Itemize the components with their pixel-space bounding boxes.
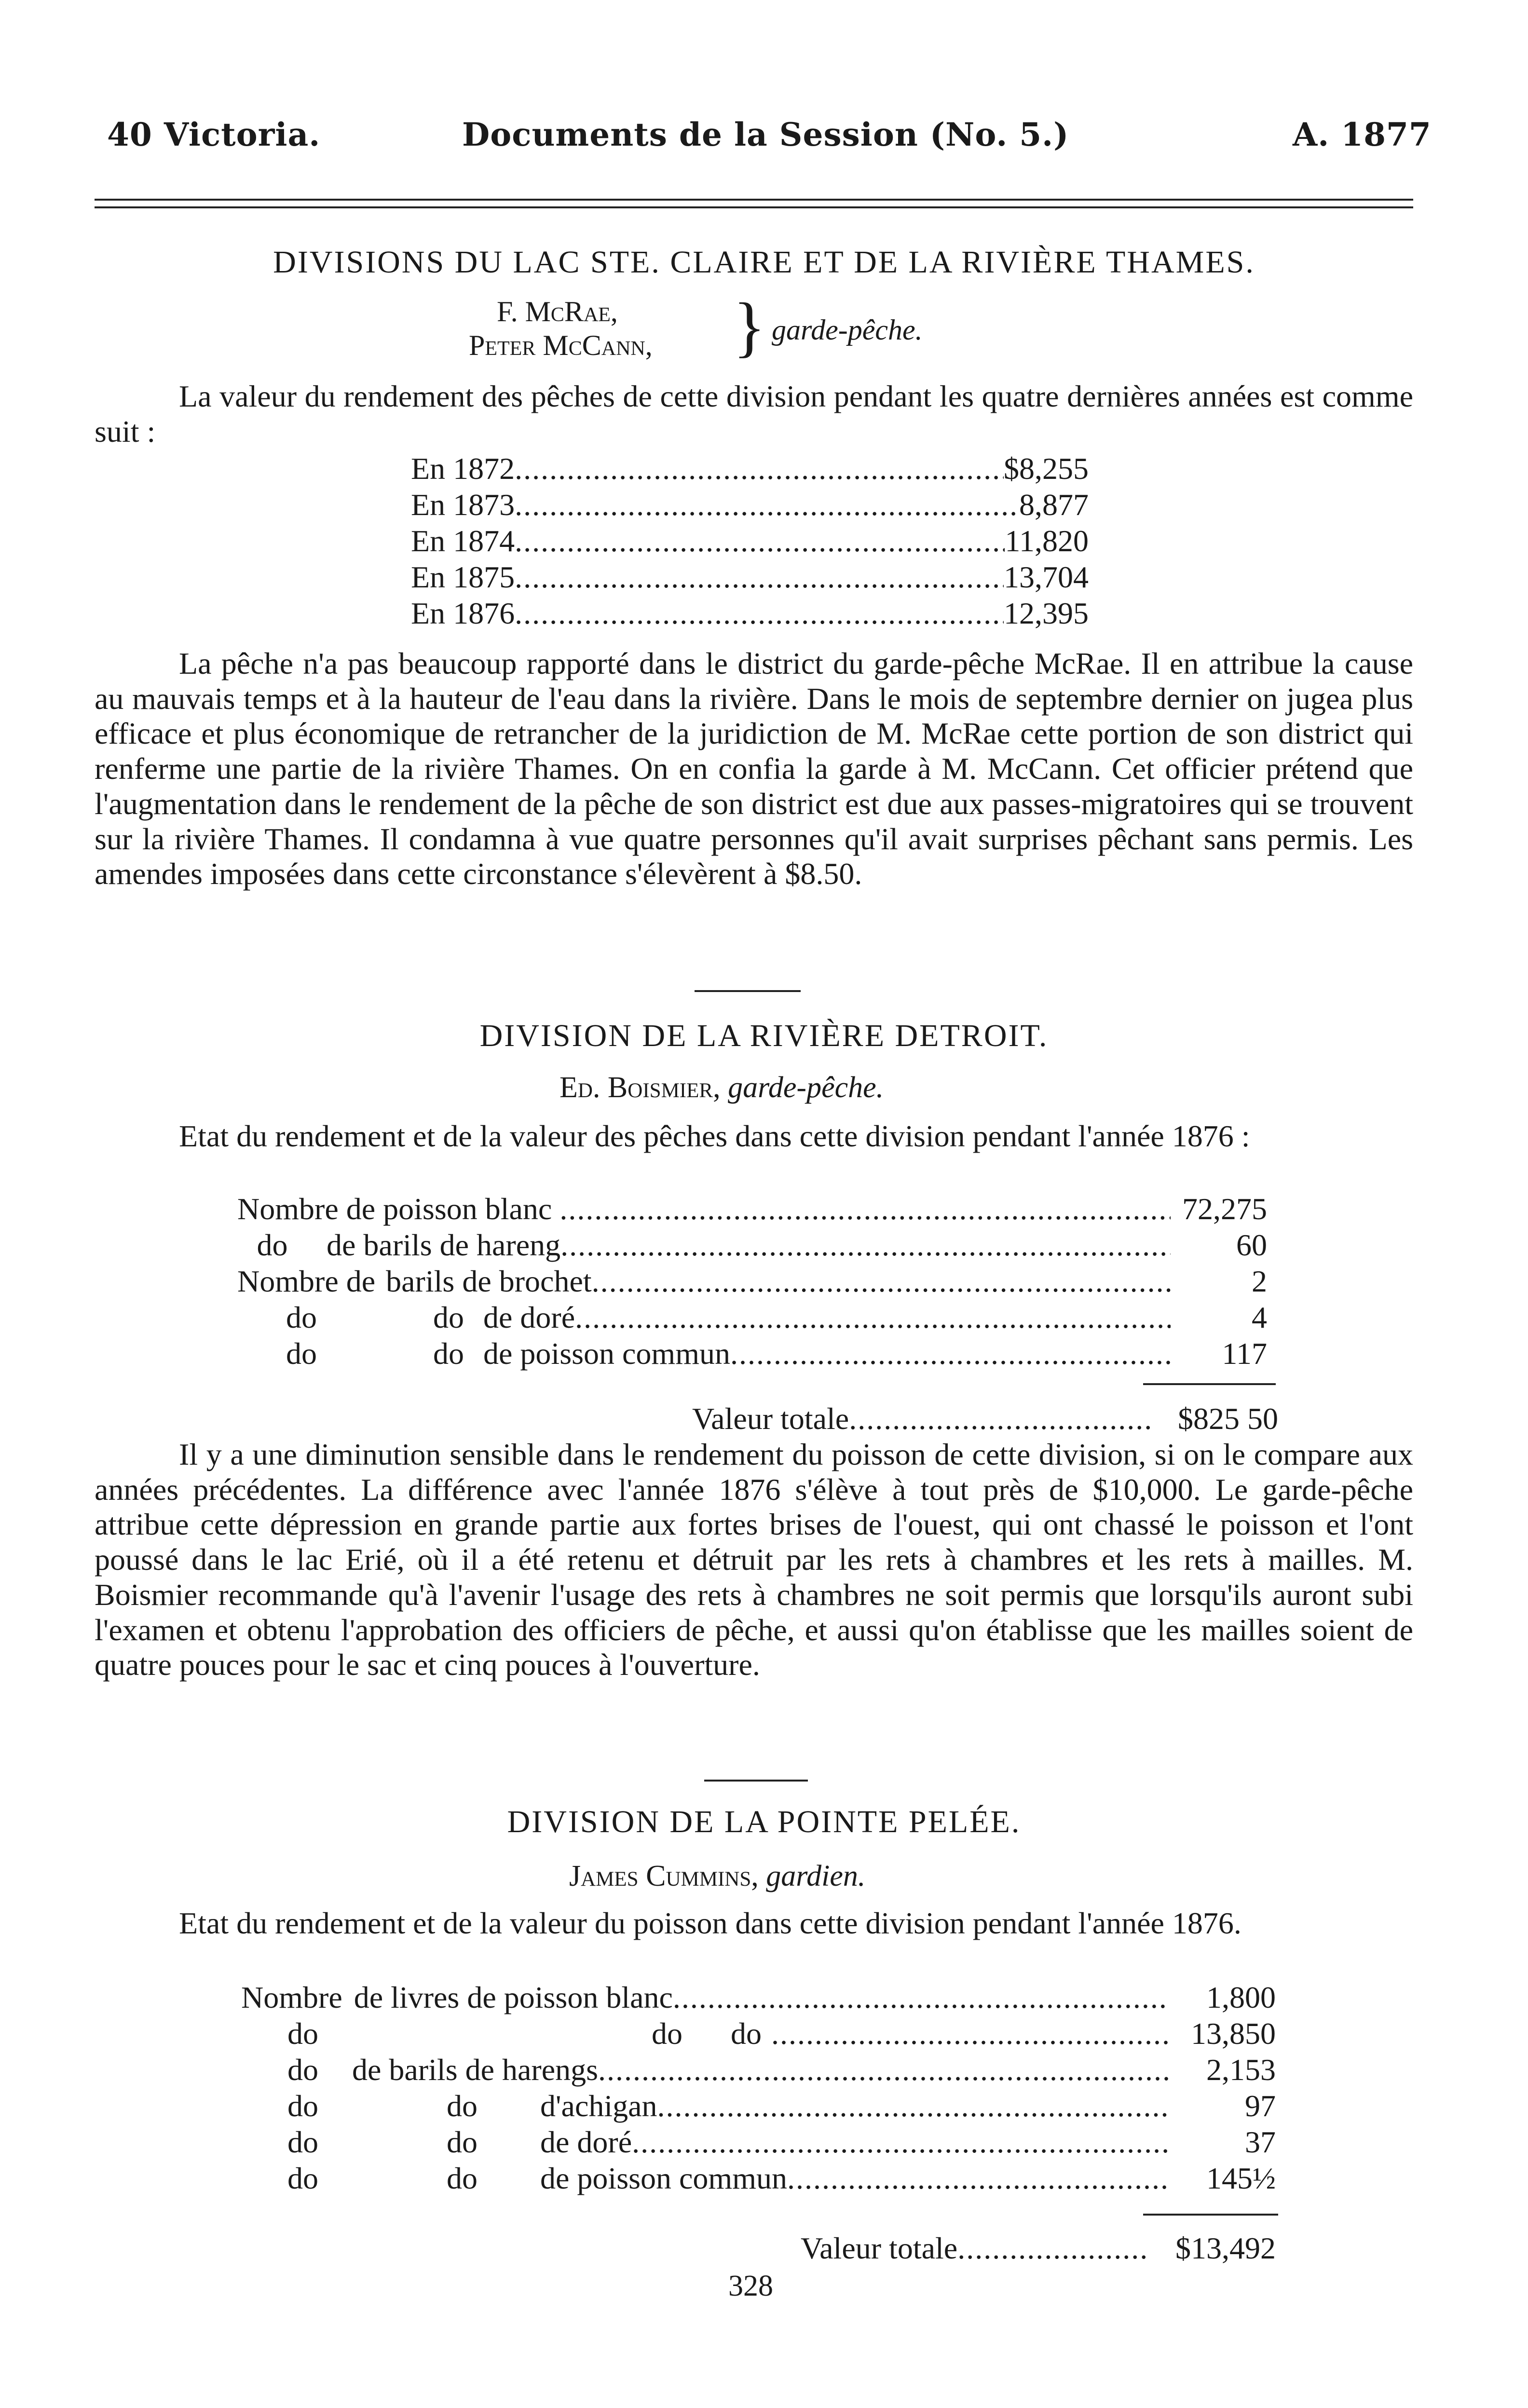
row-value: $8,255	[1004, 451, 1089, 486]
header-left: 40 Victoria.	[107, 116, 321, 153]
row-value: 1,800	[1206, 1980, 1276, 2014]
row-value: 13,704	[1004, 560, 1089, 594]
row-label: do	[286, 1336, 317, 1371]
section2-row	[237, 1191, 1267, 1227]
row-label: Nombre de	[237, 1264, 376, 1298]
total-value: $825 50	[1178, 1401, 1278, 1436]
row-label: En 1872	[411, 451, 515, 486]
section2-row	[237, 1336, 1267, 1372]
row-label: En 1876	[411, 596, 515, 630]
section1-role: garde-pêche.	[772, 314, 923, 346]
section3-row	[241, 2161, 1276, 2196]
section2-name: Ed. Boismier,	[559, 1071, 721, 1104]
row-label: do	[257, 1228, 288, 1262]
section1-brace: }	[733, 289, 766, 364]
row-value: 13,850	[1191, 2016, 1276, 2051]
row-value: 11,820	[1005, 524, 1089, 558]
section1-intro-text: La valeur du rendement des pêches de cette division pendant les quatre dernières années est comme suit :	[95, 379, 1413, 449]
header-rule-bottom	[95, 206, 1413, 208]
section1-row	[411, 523, 1089, 559]
row-label: do	[731, 2016, 762, 2051]
row-label: En 1873	[411, 488, 515, 522]
section1-row	[411, 487, 1089, 523]
section2-row	[237, 1300, 1267, 1335]
row-label: do	[286, 1300, 317, 1334]
section2-row	[237, 1264, 1267, 1299]
header-center: Documents de la Session (No. 5.)	[462, 116, 1069, 153]
row-label: do	[287, 2089, 318, 2123]
section3-total	[801, 2231, 1276, 2266]
row-label: do	[433, 1336, 464, 1371]
section3-title: DIVISION DE LA POINTE PELÉE.	[507, 1804, 1021, 1839]
row-label: de poisson commun	[483, 1336, 730, 1371]
row-label: de doré	[540, 2125, 632, 2159]
row-value: 72,275	[1182, 1192, 1267, 1226]
row-value: 4	[1252, 1300, 1267, 1334]
row-label: En 1874	[411, 524, 515, 558]
section3-row	[241, 2124, 1276, 2160]
total-label: Valeur totale	[692, 1401, 849, 1436]
section3-role: gardien.	[766, 1860, 866, 1892]
row-label: En 1875	[411, 560, 515, 594]
row-label: do	[652, 2016, 682, 2051]
row-label: do	[433, 1300, 464, 1334]
row-label: do	[287, 2125, 318, 2159]
section1-intro	[95, 379, 1413, 449]
section3-byline	[569, 1859, 865, 1893]
row-label: do	[447, 2125, 478, 2159]
row-label: de doré	[483, 1300, 575, 1334]
header-right: A. 1877	[1293, 116, 1432, 153]
section3-intro	[95, 1906, 1413, 1941]
section2-intro	[95, 1119, 1413, 1154]
section2-byline	[559, 1071, 884, 1105]
section1-title: DIVISIONS DU LAC STE. CLAIRE ET DE LA RIVIÈRE THAMES.	[273, 245, 1255, 280]
section1-row	[411, 559, 1089, 595]
row-label: de livres de poisson blanc	[354, 1980, 673, 2014]
row-value: 37	[1245, 2125, 1276, 2159]
section3-row	[241, 1980, 1276, 2015]
header-rule-top	[95, 199, 1413, 201]
section2-paragraph	[95, 1437, 1413, 1683]
section-divider	[704, 1780, 808, 1782]
row-label: de barils de hareng	[327, 1228, 561, 1262]
section2-total	[692, 1401, 1278, 1437]
section2-row	[237, 1227, 1267, 1263]
section3-name: James Cummins,	[569, 1860, 759, 1892]
row-label: barils de brochet	[386, 1264, 592, 1298]
section1-paragraph-text: La pêche n'a pas beaucoup rapporté dans le district du garde-pêche McRae. Il en attribue la cause au mauvais temps et à la hauteur de l'eau dans la rivière. Dans le mois de septembre dernier on jugea plus efficace et plus économique de retrancher de la juridiction de M. McRae cette portion de son district qui renferme une partie de la rivière Thames. On en confia la garde à M. McCann. Cet officier prétend que l'augmentation dans le rendement de la pêche de son district est due aux passes-migratoires qui se trouvent sur la rivière Thames. Il condamna à vue quatre personnes qu'il avait surprises pêchant sans permis. Les amendes imposées dans cette circonstance s'élevèrent à $8.50.	[95, 646, 1413, 891]
row-label: do	[287, 2016, 318, 2051]
row-value: 2,153	[1206, 2053, 1276, 2087]
row-label: do	[287, 2053, 318, 2087]
section2-title: DIVISION DE LA RIVIÈRE DETROIT.	[479, 1018, 1049, 1053]
section1-paragraph	[95, 646, 1413, 892]
row-value: 8,877	[1019, 488, 1089, 522]
row-label: Nombre de poisson blanc	[237, 1192, 552, 1226]
total-rule	[1143, 1383, 1276, 1385]
row-value: 12,395	[1004, 596, 1089, 630]
page-number: 328	[728, 2270, 773, 2302]
section3-row	[241, 2052, 1276, 2088]
row-value: 117	[1222, 1336, 1267, 1371]
row-label: de poisson commun	[540, 2161, 787, 2195]
row-label: do	[447, 2161, 478, 2195]
row-value: 2	[1252, 1264, 1267, 1298]
total-rule	[1143, 2214, 1278, 2216]
row-value: 60	[1236, 1228, 1267, 1262]
row-label: de barils de harengs	[352, 2053, 599, 2087]
row-label: d'achigan	[540, 2089, 657, 2123]
section1-row	[411, 451, 1089, 487]
row-label: do	[447, 2089, 478, 2123]
section1-name-2: Peter McCann,	[469, 329, 653, 361]
section3-intro-text: Etat du rendement et de la valeur du poisson dans cette division pendant l'année 1876.	[179, 1906, 1242, 1940]
row-value: 145½	[1206, 2161, 1276, 2195]
section1-name-1: F. McRae,	[497, 296, 618, 327]
row-value: 97	[1245, 2089, 1276, 2123]
row-label: do	[287, 2161, 318, 2195]
section3-row	[241, 2088, 1276, 2124]
total-value: $13,492	[1175, 2231, 1276, 2265]
row-label: Nombre	[241, 1980, 342, 2014]
total-label: Valeur totale	[801, 2231, 958, 2265]
section2-role: garde-pêche.	[728, 1071, 884, 1104]
section1-row	[411, 596, 1089, 631]
section2-intro-text: Etat du rendement et de la valeur des pêches dans cette division pendant l'année 1876 :	[179, 1119, 1250, 1153]
section3-row	[241, 2016, 1276, 2052]
section2-paragraph-text: Il y a une diminution sensible dans le rendement du poisson de cette division, si on le compare aux années précédentes. La différence avec l'année 1876 s'élève à tout près de $10,000. Le garde-pêche attribue cette dépression en grande partie aux fortes brises de l'ouest, qui ont chassé le poisson et l'ont poussé dans le lac Erié, où il a été retenu et détruit par les rets à chambres et les rets à mailles. M. Boismier recommande qu'à l'avenir l'usage des rets à chambres ne soit permis que lorsqu'ils auront subi l'examen et obtenu l'approbation des officiers de pêche, et aussi qu'on établisse que les mailles soient de quatre pouces pour le sac et cinq pouces à l'ouverture.	[95, 1437, 1413, 1682]
section-divider	[695, 990, 801, 992]
